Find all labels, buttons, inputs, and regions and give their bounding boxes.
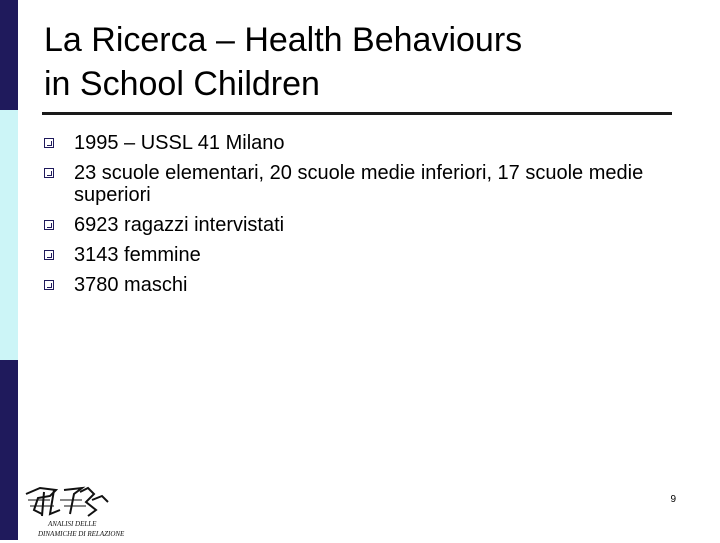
square-bullet-icon: [44, 280, 54, 290]
left-band-middle: [0, 110, 18, 360]
square-bullet-icon: [44, 250, 54, 260]
bullet-text: 3780 maschi: [74, 274, 188, 296]
bullet-text: 1995 – USSL 41 Milano: [74, 132, 285, 154]
left-band-bottom: [0, 360, 18, 540]
slide-title: [44, 18, 684, 106]
square-bullet-icon: [44, 168, 54, 178]
bullet-text: 3143 femmine: [74, 244, 201, 266]
slide-title-line-2: in School Children: [44, 65, 320, 103]
square-bullet-icon: [44, 138, 54, 148]
logo-graphic-icon: [20, 480, 132, 538]
bullet-item: [44, 269, 664, 299]
slide-title-line-1: La Ricerca – Health Behaviours: [44, 21, 523, 59]
bullet-text: 23 scuole elementari, 20 scuole medie inferiori, 17 scuole medie superiori: [74, 162, 644, 206]
organization-logo: [20, 480, 132, 538]
bullet-item: [44, 239, 664, 269]
bullet-list: [44, 127, 664, 299]
bullet-item: [44, 157, 664, 209]
bullet-item: [44, 209, 664, 239]
left-band-top: [0, 0, 18, 110]
bullet-text: 6923 ragazzi intervistati: [74, 214, 285, 236]
bullet-item: [44, 127, 664, 157]
logo-text-line-2: DINAMICHE DI RELAZIONE: [38, 530, 125, 538]
title-divider: [42, 112, 672, 115]
page-number: 9: [670, 494, 676, 505]
square-bullet-icon: [44, 220, 54, 230]
logo-text-line-1: ANALISI DELLE: [48, 520, 97, 528]
